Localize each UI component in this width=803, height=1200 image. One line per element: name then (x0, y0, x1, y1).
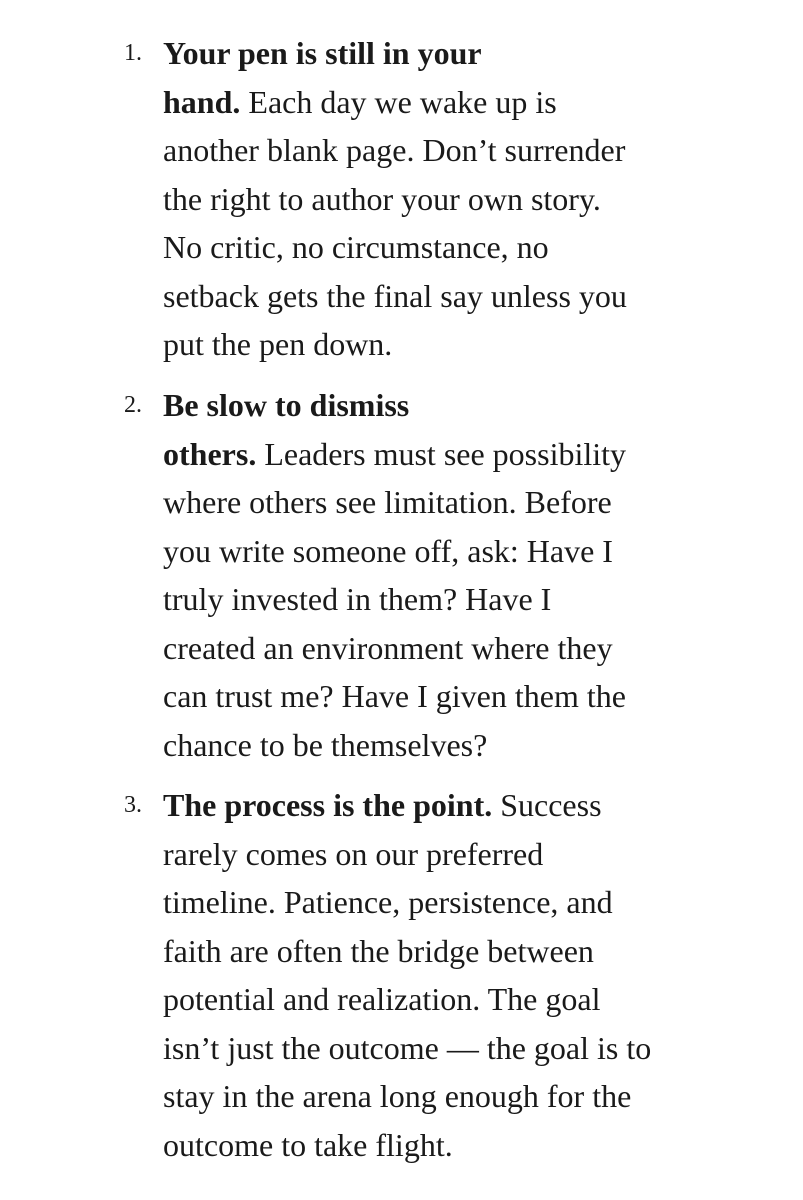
text-line: where others see limitation. Before (163, 484, 612, 520)
body-text: Each day we wake up is (240, 83, 557, 120)
text-line: setback gets the final say unless you (163, 277, 627, 314)
text-line: created an environment where they (163, 629, 613, 666)
text-line: timeline. Patience, persistence, and (163, 884, 613, 920)
text-line: outcome to take flight. (163, 1126, 453, 1163)
text-line: truly invested in them? Have I (163, 581, 552, 617)
list-item-body (163, 781, 651, 1169)
list-number: 1. (124, 40, 142, 66)
body-text: Success (492, 787, 602, 823)
text-line: chance to be themselves? (163, 726, 488, 763)
body-text: Leaders must see possibility (256, 435, 627, 472)
text-line: you write someone off, ask: Have I (163, 532, 613, 569)
text-line: put the pen down. (163, 326, 393, 362)
bold-heading: The process is the point. (163, 787, 493, 823)
text-line (163, 29, 627, 78)
text-line: No critic, no circumstance, no (163, 229, 549, 265)
bold-heading: hand. (163, 83, 241, 120)
text-line (163, 430, 626, 479)
text-line: stay in the arena long enough for the (163, 1078, 632, 1114)
text-line: isn’t just the outcome — the goal is to (163, 1029, 652, 1066)
text-line: rarely comes on our preferred (163, 835, 544, 872)
text-line: faith are often the bridge between (163, 932, 594, 969)
list-item-body (163, 29, 627, 369)
bold-heading: Your pen is still in your (163, 35, 482, 71)
bold-heading: others. (163, 435, 257, 472)
text-line (163, 381, 626, 430)
text-line (163, 781, 651, 830)
list-number: 2. (124, 392, 142, 418)
list-item-body (163, 381, 626, 769)
list-number: 3. (124, 792, 142, 818)
text-line: another blank page. Don’t surrender (163, 132, 626, 168)
text-line (163, 78, 627, 127)
text-line: the right to author your own story. (163, 180, 601, 217)
bold-heading: Be slow to dismiss (163, 387, 410, 423)
text-line: potential and realization. The goal (163, 981, 601, 1017)
text-line: can trust me? Have I given them the (163, 678, 626, 714)
